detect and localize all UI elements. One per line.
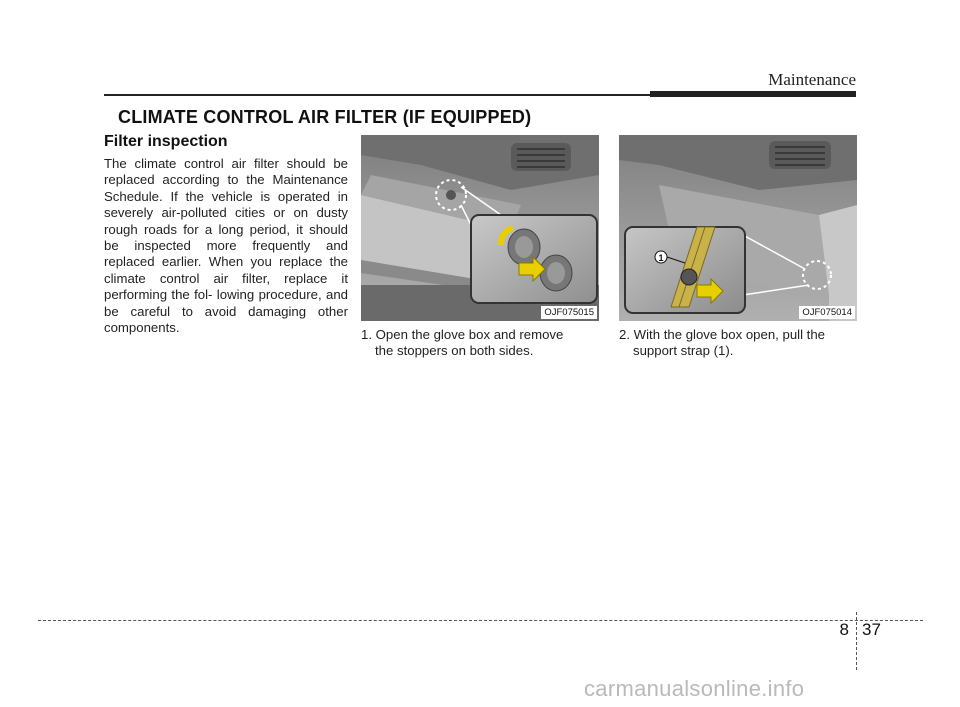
support-strap-illustration — [619, 135, 857, 321]
body-paragraph: The climate control air filter should be replaced according to the Maintenance Schedule. If the vehicle is operated in severely air-polluted cities or on dusty rough roads for a long period, it should be inspected more frequently and replaced earlier. When you replace the climate control air filter, replace it performing the fol- lowing procedure, and be careful to avoid damaging other components. — [104, 156, 348, 336]
figure-code: OJF075015 — [541, 306, 597, 319]
step-number: 2. — [619, 327, 630, 342]
step-text-line1: Open the glove box and remove — [375, 327, 564, 342]
step-text-line1: With the glove box open, pull the — [633, 327, 826, 342]
running-header: Maintenance — [768, 70, 856, 89]
sub-heading: Filter inspection — [104, 133, 228, 150]
header-rule — [104, 94, 650, 96]
step-number: 1. — [361, 327, 372, 342]
chapter-number: 8 — [839, 620, 849, 639]
page-number: 37 — [862, 620, 881, 639]
step-2 — [619, 327, 857, 360]
step-1 — [361, 327, 599, 360]
watermark: carmanualsonline.info — [584, 676, 805, 701]
step-text-line2: support strap (1). — [633, 343, 734, 359]
section-title: CLIMATE CONTROL AIR FILTER (IF EQUIPPED) — [118, 107, 532, 127]
callout-number: 1 — [658, 253, 664, 263]
footer-divider — [856, 612, 857, 670]
footer-rule — [38, 620, 923, 621]
figure-code: OJF075014 — [799, 306, 855, 319]
header-rule-thick — [650, 91, 856, 97]
figure-glove-box-stoppers — [361, 135, 599, 321]
figure-support-strap — [619, 135, 857, 321]
glove-box-illustration — [361, 135, 599, 321]
step-text-line2: the stoppers on both sides. — [375, 343, 534, 359]
